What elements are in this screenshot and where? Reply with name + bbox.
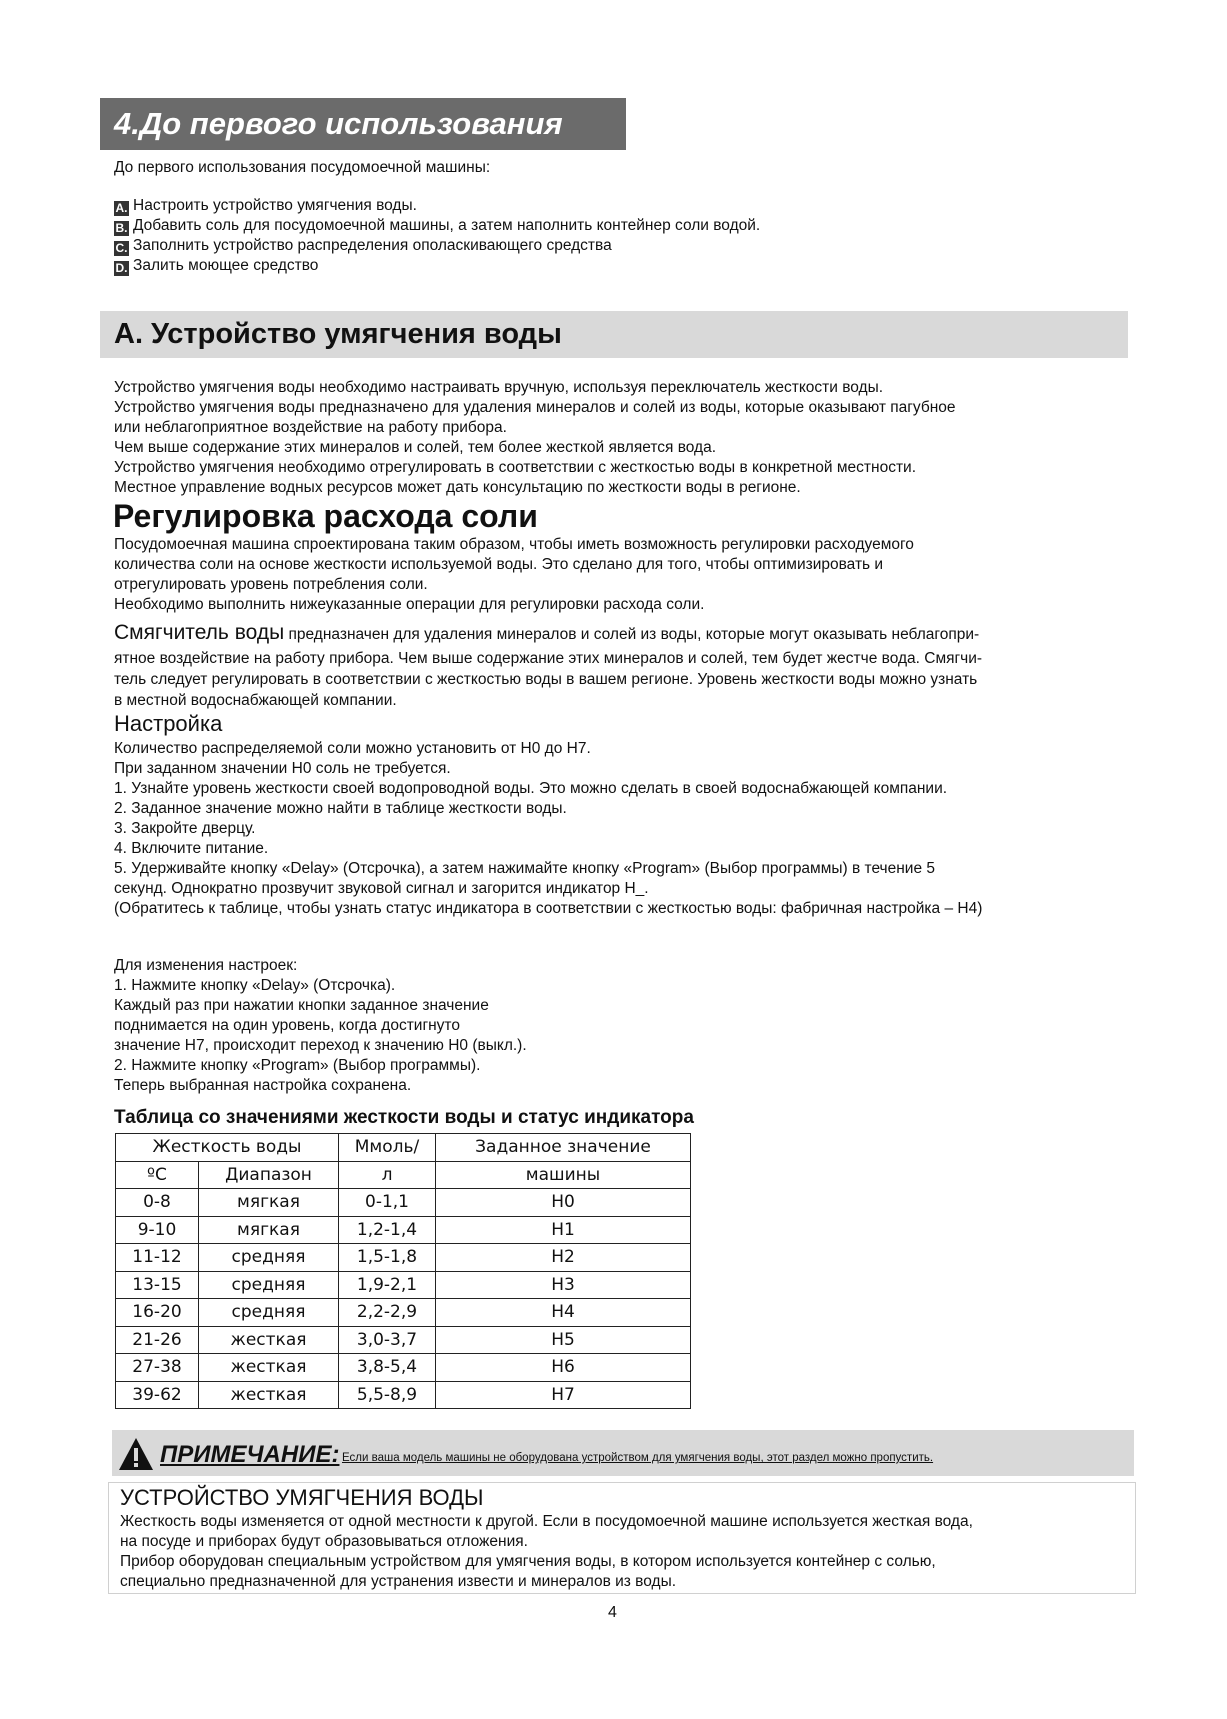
- text-line: тель следует регулировать в соответствии с жесткостью воды в вашем регионе. Уровень жесткости воды можно узнать: [114, 671, 978, 688]
- cell-deg: 21-26: [116, 1326, 199, 1354]
- cell-range: жесткая: [199, 1326, 339, 1354]
- cell-range: средняя: [199, 1271, 339, 1299]
- text-line: 2. Заданное значение можно найти в таблице жесткости воды.: [114, 800, 567, 817]
- list-item: [114, 216, 760, 236]
- setup-body: [114, 739, 982, 919]
- list-item: [114, 236, 760, 256]
- text-line: 2. Нажмите кнопку «Program» (Выбор программы).: [114, 1057, 481, 1074]
- cell-setting: H6: [436, 1354, 691, 1382]
- header-mmol-1: Ммоль/: [339, 1134, 436, 1162]
- header-deg: ºС: [116, 1161, 199, 1189]
- step-text: Настроить устройство умягчения воды.: [133, 197, 417, 214]
- warning-icon: [118, 1437, 154, 1476]
- intro-lead: До первого использования посудомоечной машины:: [114, 159, 491, 176]
- text-line: Количество распределяемой соли можно установить от H0 до H7.: [114, 740, 591, 757]
- text-line: специально предназначенной для устранения извести и минералов из воды.: [120, 1573, 677, 1590]
- text-line: Устройство умягчения воды необходимо настраивать вручную, используя переключатель жесткости воды.: [114, 379, 884, 396]
- text-line: 1. Узнайте уровень жесткости своей водопроводной воды. Это можно сделать в своей водоснабжающей компании.: [114, 780, 948, 797]
- cell-setting: H4: [436, 1299, 691, 1327]
- text-line: (Обратитесь к таблице, чтобы узнать статус индикатора в соответствии с жесткостью воды: фабричная настройка – H4): [114, 900, 983, 917]
- note-text: Если ваша модель машины не оборудована устройством для умягчения воды, этот раздел можно пропустить.: [342, 1452, 934, 1464]
- cell-range: жесткая: [199, 1381, 339, 1409]
- cell-deg: 11-12: [116, 1244, 199, 1272]
- table-row: [116, 1381, 691, 1409]
- text-line: 3. Закройте дверцу.: [114, 820, 256, 837]
- text-line: Теперь выбранная настройка сохранена.: [114, 1077, 412, 1094]
- header-setting-1: Заданное значение: [436, 1134, 691, 1162]
- cell-mmol: 1,2-1,4: [339, 1216, 436, 1244]
- step-letter: B.: [115, 221, 128, 235]
- cell-range: мягкая: [199, 1189, 339, 1217]
- header-setting-2: машины: [436, 1161, 691, 1189]
- step-letter: C.: [115, 241, 128, 255]
- text-line: 5. Удерживайте кнопку «Delay» (Отсрочка), а затем нажимайте кнопку «Program» (Выбор программы) в течение 5: [114, 860, 936, 877]
- section-title: 4.До первого использования: [100, 98, 626, 150]
- header-mmol-2: л: [339, 1161, 436, 1189]
- cell-deg: 9-10: [116, 1216, 199, 1244]
- hardness-table: [115, 1133, 691, 1409]
- text-line: Местное управление водных ресурсов может дать консультацию по жесткости воды в регионе.: [114, 479, 801, 496]
- softener-lead: Смягчитель воды: [114, 621, 285, 644]
- step-text: Добавить соль для посудомоечной машины, а затем наполнить контейнер соли водой.: [133, 217, 761, 234]
- cell-mmol: 2,2-2,9: [339, 1299, 436, 1327]
- cell-range: средняя: [199, 1299, 339, 1327]
- box-body: [120, 1512, 973, 1592]
- cell-setting: H3: [436, 1271, 691, 1299]
- setup-change-body: [114, 956, 527, 1096]
- setup-heading: Настройка: [114, 711, 223, 736]
- text-line: Необходимо выполнить нижеуказанные операции для регулировки расхода соли.: [114, 596, 705, 613]
- list-item: [114, 196, 760, 216]
- header-hardness: Жесткость воды: [116, 1134, 339, 1162]
- table-row: [116, 1189, 691, 1217]
- table-header-row: [116, 1134, 691, 1162]
- text-line: на посуде и приборах будут образовываться отложения.: [120, 1533, 528, 1550]
- text-line: Прибор оборудован специальным устройством для умягчения воды, в котором используется контейнер с солью,: [120, 1553, 936, 1570]
- cell-mmol: 3,8-5,4: [339, 1354, 436, 1382]
- text-line: Устройство умягчения необходимо отрегулировать в соответствии с жесткостью воды в конкретной местности.: [114, 459, 917, 476]
- text-line: Каждый раз при нажатии кнопки заданное значение: [114, 997, 489, 1014]
- note-title: ПРИМЕЧАНИЕ:: [160, 1441, 340, 1468]
- cell-range: жесткая: [199, 1354, 339, 1382]
- salt-heading: Регулировка расхода соли: [113, 498, 538, 534]
- text-line: 1. Нажмите кнопку «Delay» (Отсрочка).: [114, 977, 396, 994]
- cell-deg: 39-62: [116, 1381, 199, 1409]
- text-line: Жесткость воды изменяется от одной местности к другой. Если в посудомоечной машине используется жесткая вода,: [120, 1513, 973, 1530]
- cell-setting: H5: [436, 1326, 691, 1354]
- cell-mmol: 0-1,1: [339, 1189, 436, 1217]
- step-letter: A.: [115, 201, 128, 215]
- text-line: ятное воздействие на работу прибора. Чем выше содержание этих минералов и солей, тем будет жестче вода. Смягчи-: [114, 650, 983, 667]
- cell-mmol: 1,5-1,8: [339, 1244, 436, 1272]
- table-row: [116, 1271, 691, 1299]
- cell-deg: 13-15: [116, 1271, 199, 1299]
- table-row: [116, 1244, 691, 1272]
- box-title: УСТРОЙСТВО УМЯГЧЕНИЯ ВОДЫ: [120, 1485, 484, 1510]
- cell-setting: H2: [436, 1244, 691, 1272]
- cell-mmol: 5,5-8,9: [339, 1381, 436, 1409]
- cell-deg: 16-20: [116, 1299, 199, 1327]
- table-row: [116, 1216, 691, 1244]
- cell-deg: 27-38: [116, 1354, 199, 1382]
- cell-setting: H0: [436, 1189, 691, 1217]
- softener-first-rest: предназначен для удаления минералов и солей из воды, которые могут оказывать неблагопри-: [284, 626, 980, 643]
- softener-body: [114, 620, 982, 711]
- table-header-row: [116, 1161, 691, 1189]
- table-row: [116, 1299, 691, 1327]
- cell-range: мягкая: [199, 1216, 339, 1244]
- text-line: При заданном значении H0 соль не требуется.: [114, 760, 451, 777]
- cell-setting: H7: [436, 1381, 691, 1409]
- text-line: значение H7, происходит переход к значению H0 (выкл.).: [114, 1037, 527, 1054]
- text-line: поднимается на один уровень, когда достигнуто: [114, 1017, 460, 1034]
- table-row: [116, 1354, 691, 1382]
- section-a-title: A. Устройство умягчения воды: [100, 311, 1128, 358]
- cell-range: средняя: [199, 1244, 339, 1272]
- text-line: Для изменения настроек:: [114, 957, 298, 974]
- text-line: 4. Включите питание.: [114, 840, 269, 857]
- salt-body: [114, 535, 914, 615]
- text-line: [114, 620, 982, 648]
- step-letter: D.: [115, 261, 128, 275]
- cell-mmol: 1,9-2,1: [339, 1271, 436, 1299]
- cell-mmol: 3,0-3,7: [339, 1326, 436, 1354]
- text-line: отрегулировать уровень потребления соли.: [114, 576, 428, 593]
- text-line: Посудомоечная машина спроектирована таким образом, чтобы иметь возможность регулировки расходуемого: [114, 536, 914, 553]
- list-item: [114, 256, 760, 276]
- page-number: 4: [608, 1604, 617, 1621]
- text-line: Чем выше содержание этих минералов и солей, тем более жесткой является вода.: [114, 439, 717, 456]
- step-text: Залить моющее средство: [133, 257, 319, 274]
- text-line: секунд. Однократно прозвучит звуковой сигнал и загорится индикатор H_.: [114, 880, 649, 897]
- intro-steps: [114, 196, 760, 276]
- section-a-body: [114, 378, 956, 498]
- text-line: или неблагоприятное воздействие на работу прибора.: [114, 419, 507, 436]
- table-row: [116, 1326, 691, 1354]
- step-text: Заполнить устройство распределения ополаскивающего средства: [133, 237, 612, 254]
- text-line: в местной водоснабжающей компании.: [114, 692, 397, 709]
- header-range: Диапазон: [199, 1161, 339, 1189]
- table-caption: Таблица со значениями жесткости воды и статус индикатора: [114, 1107, 694, 1128]
- text-line: Устройство умягчения воды предназначено для удаления минералов и солей из воды, которые оказывают пагубное: [114, 399, 956, 416]
- cell-deg: 0-8: [116, 1189, 199, 1217]
- text-line: количества соли на основе жесткости используемой воды. Это сделано для того, чтобы оптимизировать и: [114, 556, 884, 573]
- cell-setting: H1: [436, 1216, 691, 1244]
